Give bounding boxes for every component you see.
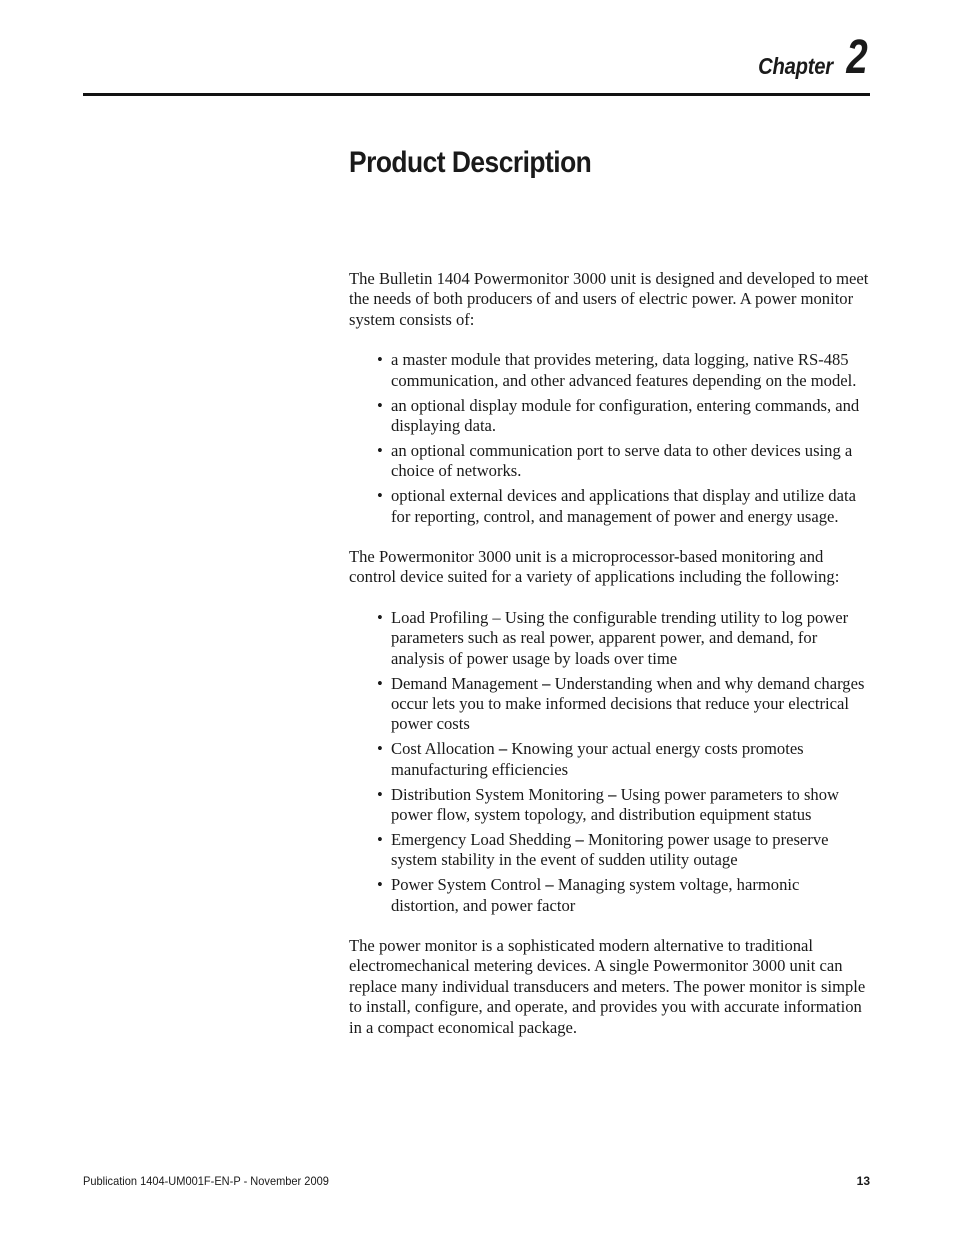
list-item bbox=[377, 739, 871, 780]
application-term: Cost Allocation bbox=[391, 739, 495, 759]
main-content bbox=[349, 269, 871, 1038]
chapter-number: 2 bbox=[846, 31, 868, 84]
intro-paragraph: The Bulletin 1404 Powermonitor 3000 unit is designed and developed to meet the needs of both producers of and users of electric power. A power monitor system consists of: bbox=[349, 269, 869, 329]
bullet-icon: • bbox=[377, 607, 383, 627]
application-text: Managing system voltage, harmonic distortion, and power factor bbox=[391, 875, 800, 915]
page-title: Product Description bbox=[349, 146, 592, 179]
term-separator: – bbox=[538, 673, 555, 693]
list-item bbox=[377, 784, 871, 826]
closing-paragraph: The power monitor is a sophisticated modern alternative to traditional electromechanical metering devices. A single Powermonitor 3000 unit can replace many individual transducers and meters. The power monitor is simple to install, configure, and operate, and provides you with accurate information in a compact economical package. bbox=[349, 935, 866, 1037]
list-item: • optional external devices and applications that display and utilize data for reporting, control, and management of power and energy usage. bbox=[377, 486, 856, 526]
publication-info: Publication 1404-UM001F-EN-P - November 2009 bbox=[83, 1174, 329, 1188]
bullet-icon: • bbox=[377, 875, 383, 895]
application-text: Understanding when and why demand charges occur lets you to make informed decisions that reduce your electrical power costs bbox=[391, 673, 865, 734]
term-separator: – bbox=[494, 739, 512, 759]
application-term: Distribution System Monitoring bbox=[391, 784, 604, 804]
page-number: 13 bbox=[856, 1174, 870, 1188]
application-text: Using power parameters to show power flow, system topology, and distribution equipment status bbox=[391, 784, 839, 824]
application-text: Monitoring power usage to preserve system stability in the event of sudden utility outage bbox=[391, 829, 829, 870]
page-footer bbox=[83, 1174, 870, 1188]
term-separator: – bbox=[541, 875, 558, 895]
applications-intro-paragraph: The Powermonitor 3000 unit is a microprocessor-based monitoring and control device suited for a variety of applications including the following: bbox=[349, 546, 840, 587]
application-term: Power System Control bbox=[391, 875, 542, 895]
component-list bbox=[349, 350, 871, 527]
application-term: Emergency Load Shedding bbox=[391, 829, 572, 849]
bullet-icon: • bbox=[377, 395, 383, 415]
bullet-icon: • bbox=[377, 784, 383, 804]
term-separator: – bbox=[603, 784, 621, 804]
list-item bbox=[377, 607, 871, 669]
application-text: Knowing your actual energy costs promotes manufacturing efficiencies bbox=[391, 739, 804, 779]
list-item: • an optional display module for configuration, entering commands, and displaying data. bbox=[377, 395, 860, 435]
bullet-icon: • bbox=[377, 486, 383, 506]
list-item: • a master module that provides metering, data logging, native RS-485 communication, and other advanced features depending on the model. bbox=[377, 350, 857, 390]
chapter-heading bbox=[748, 31, 868, 84]
bullet-icon: • bbox=[377, 739, 383, 759]
term-separator: – bbox=[571, 829, 588, 849]
bullet-icon: • bbox=[377, 350, 383, 370]
list-item bbox=[377, 875, 871, 916]
bullet-icon: • bbox=[377, 829, 383, 849]
bullet-icon: • bbox=[377, 673, 383, 693]
list-item bbox=[377, 673, 871, 735]
list-item: • an optional communication port to serve data to other devices using a choice of networks. bbox=[377, 440, 853, 481]
application-text: Using the configurable trending utility to log power parameters such as real power, apparent power, and demand, for analysis of power usage by loads over time bbox=[391, 607, 849, 668]
application-term: Demand Management bbox=[391, 673, 538, 693]
bullet-icon: • bbox=[377, 440, 383, 460]
chapter-label: Chapter bbox=[758, 53, 834, 79]
application-list bbox=[349, 608, 871, 916]
header-rule bbox=[83, 93, 870, 96]
list-item bbox=[377, 829, 871, 871]
term-separator: – bbox=[488, 607, 505, 627]
application-term: Load Profiling bbox=[391, 607, 489, 627]
